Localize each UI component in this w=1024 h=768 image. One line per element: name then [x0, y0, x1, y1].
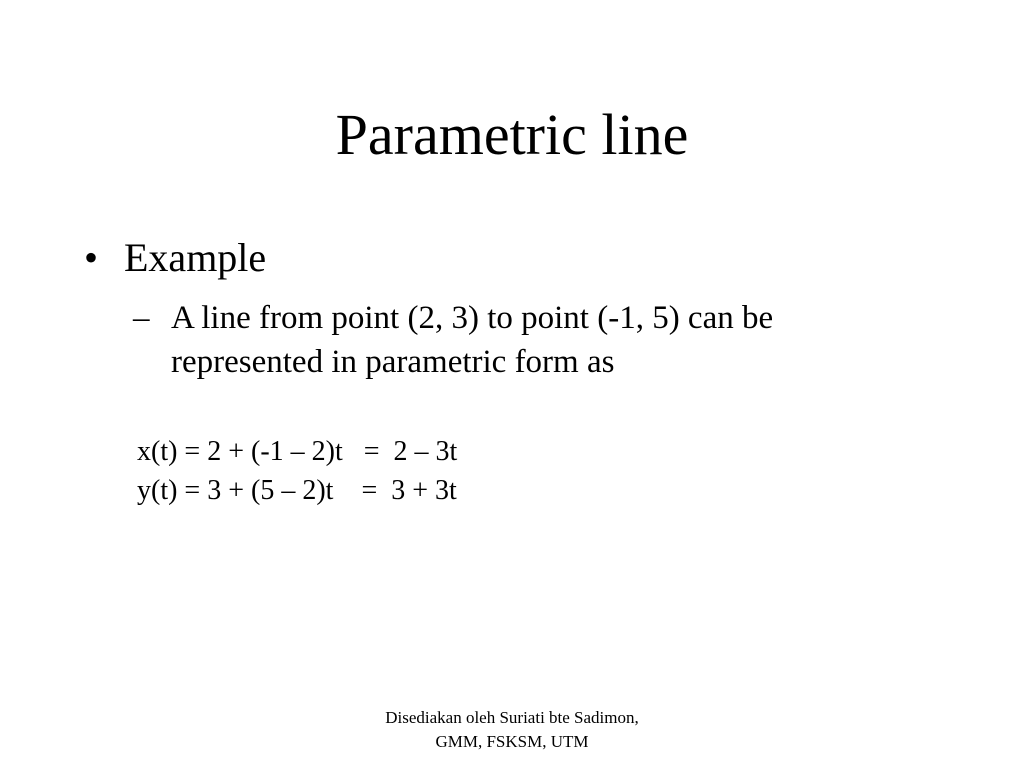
slide-title: Parametric line [335, 102, 689, 167]
dash-icon: – [133, 300, 150, 336]
sub-bullet-line: represented in parametric form as [171, 344, 615, 380]
equation-x: x(t) = 2 + (-1 – 2)t = 2 – 3t [137, 436, 458, 467]
bullet-icon: • [84, 235, 99, 280]
footer-line: GMM, FSKSM, UTM [435, 732, 589, 751]
bullet-text: Example [124, 235, 267, 280]
sub-bullet-text [171, 296, 953, 384]
slide-footer [312, 706, 712, 754]
bullet-item [84, 233, 266, 283]
footer-line: Disediakan oleh Suriati bte Sadimon, [385, 708, 639, 727]
sub-bullet-line: A line from point (2, 3) to point (-1, 5) can be [171, 300, 774, 336]
equation-y: y(t) = 3 + (5 – 2)t = 3 + 3t [137, 475, 457, 506]
sub-bullet-item [133, 296, 953, 384]
equations-block [137, 432, 457, 510]
